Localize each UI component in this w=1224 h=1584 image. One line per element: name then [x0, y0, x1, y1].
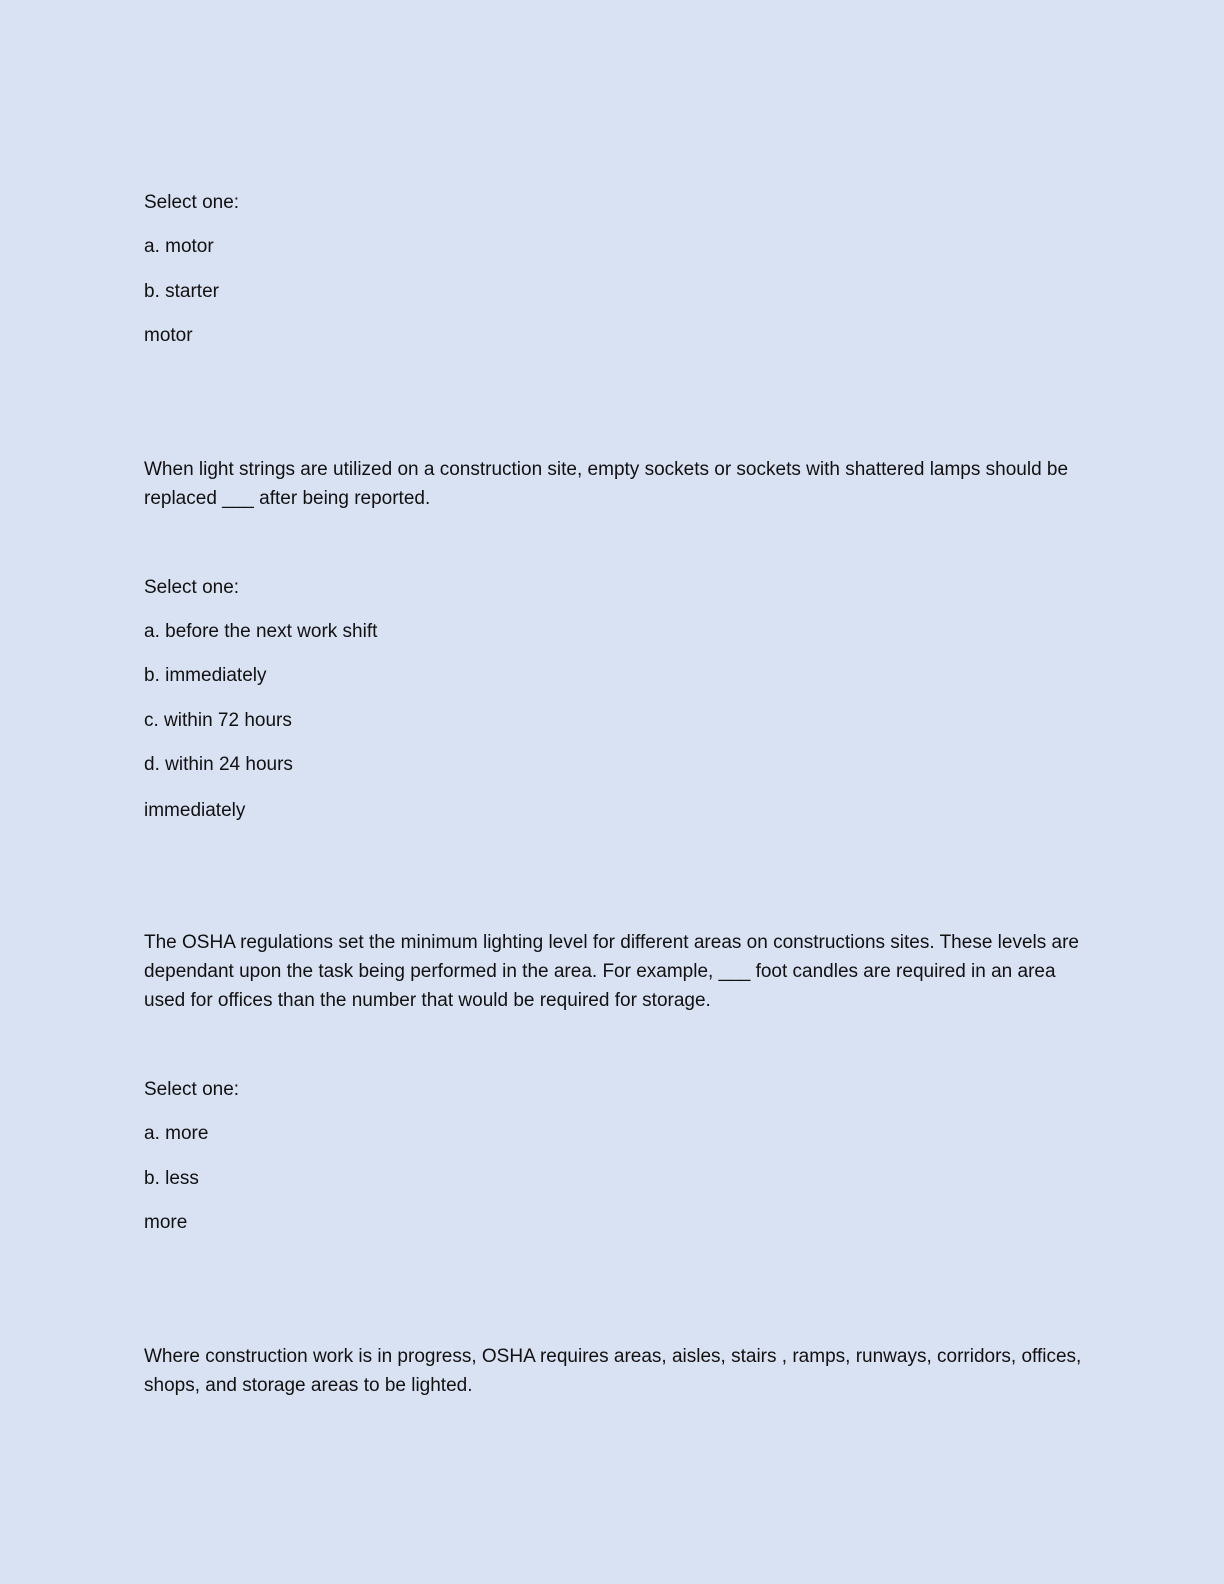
option-a: a. more: [144, 1123, 209, 1144]
option-b: b. starter: [144, 281, 219, 302]
select-one-prompt: Select one:: [144, 1079, 240, 1100]
question-text: Where construction work is in progress, OSHA requires areas, aisles, stairs , ramps, runways, corridors, offices, shops, and storage areas to be lighted.: [144, 1346, 1082, 1396]
option-b: b. less: [144, 1168, 199, 1189]
answer-text: motor: [144, 325, 193, 346]
question-text: The OSHA regulations set the minimum lighting level for different areas on constructions sites. These levels are dependant upon the task being performed in the area. For example, ___ foot candles are required in an area used for offices than the number that would be required for storage.: [144, 932, 1079, 1011]
option-a: a. motor: [144, 236, 214, 257]
question-text: When light strings are utilized on a construction site, empty sockets or sockets with shattered lamps should be replaced ___ after being reported.: [144, 459, 1069, 509]
select-one-prompt: Select one:: [144, 192, 240, 213]
option-d: d. within 24 hours: [144, 754, 293, 775]
answer-text: immediately: [144, 800, 246, 821]
option-a: a. before the next work shift: [144, 621, 378, 642]
select-one-prompt: Select one:: [144, 577, 240, 598]
option-c: c. within 72 hours: [144, 710, 292, 731]
answer-text: more: [144, 1212, 188, 1233]
option-b: b. immediately: [144, 665, 267, 686]
